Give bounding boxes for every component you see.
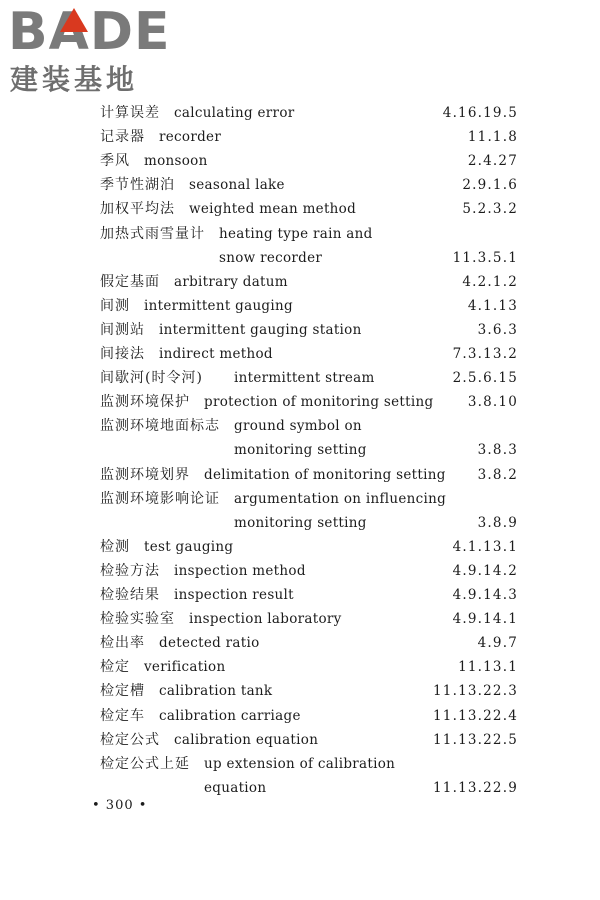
glossary-row — [0, 679, 600, 703]
section-ref: 3.8.3 — [477, 442, 518, 459]
section-ref: 3.8.10 — [467, 394, 518, 411]
term-english: ground symbol on — [234, 418, 362, 435]
term-english: delimitation of monitoring setting — [204, 466, 446, 483]
section-ref: 2.9.1.6 — [462, 177, 518, 194]
glossary-row — [0, 246, 600, 270]
term-chinese: 监测环境影响论证 — [100, 490, 220, 507]
section-ref: 5.2.3.2 — [462, 201, 518, 218]
term-chinese: 假定基面 — [100, 273, 160, 290]
section-ref: 11.13.1 — [458, 659, 518, 676]
term-chinese: 间接法 — [100, 346, 145, 362]
term-english: seasonal lake — [189, 177, 285, 194]
glossary-row — [0, 438, 600, 462]
term-english: inspection result — [174, 587, 294, 603]
glossary-row — [0, 149, 600, 173]
term-chinese: 间测 — [100, 297, 130, 314]
term-english: calibration equation — [174, 731, 319, 748]
glossary-row — [0, 631, 600, 655]
term-chinese: 检定公式 — [100, 731, 160, 748]
section-ref: 4.1.13 — [467, 297, 518, 314]
term-english: recorder — [159, 129, 222, 146]
term-chinese: 检出率 — [100, 635, 145, 652]
term-chinese: 检验结果 — [100, 587, 160, 603]
term-english: detected ratio — [159, 635, 260, 652]
term-chinese: 检定 — [100, 659, 130, 676]
glossary-row — [0, 535, 600, 559]
section-ref: 4.2.1.2 — [462, 273, 518, 290]
term-english: intermittent gauging — [144, 297, 293, 314]
glossary-row — [0, 463, 600, 487]
term-chinese: 检验方法 — [100, 562, 160, 579]
term-english: intermittent stream — [234, 370, 375, 387]
glossary-row — [0, 390, 600, 414]
term-chinese: 季风 — [100, 153, 130, 170]
glossary-row — [0, 366, 600, 390]
section-ref: 11.13.22.9 — [433, 779, 518, 796]
glossary-row — [0, 318, 600, 342]
term-english: test gauging — [144, 538, 234, 555]
term-chinese: 检验实验室 — [100, 611, 175, 628]
term-chinese: 监测环境地面标志 — [100, 418, 220, 435]
term-english: equation — [204, 779, 267, 796]
glossary-row — [0, 752, 600, 776]
glossary-row — [0, 270, 600, 294]
term-chinese: 间歇河(时令河) — [100, 370, 203, 387]
glossary-row — [0, 173, 600, 197]
glossary-row — [0, 655, 600, 679]
section-ref: 11.13.22.4 — [433, 707, 518, 724]
section-ref: 4.9.14.3 — [452, 587, 518, 603]
glossary-row — [0, 294, 600, 318]
term-english: protection of monitoring setting — [204, 394, 434, 411]
logo-chinese: 建装基地 — [10, 63, 139, 96]
term-english: monitoring setting — [234, 514, 367, 531]
glossary-row — [0, 222, 600, 246]
glossary-row — [0, 342, 600, 366]
term-english: calculating error — [174, 105, 295, 121]
section-ref: 4.16.19.5 — [442, 105, 518, 121]
term-english: monsoon — [144, 153, 208, 170]
term-english: calibration carriage — [159, 707, 301, 724]
section-ref: 11.1.8 — [467, 129, 518, 146]
term-chinese: 计算误差 — [100, 105, 160, 121]
term-english: intermittent gauging station — [159, 321, 362, 338]
glossary-row — [0, 197, 600, 221]
term-chinese: 检定车 — [100, 707, 145, 724]
term-english: inspection method — [174, 562, 306, 579]
term-english: arbitrary datum — [174, 273, 288, 290]
term-chinese: 间测站 — [100, 321, 145, 338]
term-english: calibration tank — [159, 683, 273, 700]
term-chinese: 监测环境划界 — [100, 466, 190, 483]
term-english: argumentation on influencing — [234, 490, 447, 507]
glossary-row — [0, 776, 600, 800]
term-english: weighted mean method — [189, 201, 357, 218]
term-chinese: 检定槽 — [100, 683, 145, 700]
section-ref: 2.5.6.15 — [452, 370, 518, 387]
section-ref: 7.3.13.2 — [452, 346, 518, 362]
section-ref: 11.13.22.5 — [433, 731, 518, 748]
section-ref: 4.9.14.2 — [452, 562, 518, 579]
glossary-row — [0, 607, 600, 631]
section-ref: 11.13.22.3 — [433, 683, 518, 700]
term-chinese: 加权平均法 — [100, 201, 175, 218]
term-chinese: 监测环境保护 — [100, 394, 190, 411]
term-english: indirect method — [159, 346, 273, 362]
term-english: heating type rain and — [219, 225, 373, 242]
glossary-row — [0, 704, 600, 728]
section-ref: 3.8.2 — [477, 466, 518, 483]
term-chinese: 加热式雨雪量计 — [100, 225, 205, 242]
term-english: monitoring setting — [234, 442, 367, 459]
section-ref: 2.4.27 — [467, 153, 518, 170]
glossary-row — [0, 511, 600, 535]
section-ref: 11.3.5.1 — [452, 249, 518, 266]
term-chinese: 记录器 — [100, 129, 145, 146]
glossary-row — [0, 125, 600, 149]
page-number: • 300 • — [92, 798, 148, 813]
section-ref: 3.6.3 — [477, 321, 518, 338]
term-english: up extension of calibration — [204, 755, 396, 772]
glossary-row — [0, 101, 600, 125]
glossary-row — [0, 559, 600, 583]
term-chinese: 检测 — [100, 538, 130, 555]
glossary-row — [0, 487, 600, 511]
section-ref: 4.1.13.1 — [452, 538, 518, 555]
term-chinese: 检定公式上延 — [100, 755, 190, 772]
glossary-row — [0, 728, 600, 752]
section-ref: 4.9.14.1 — [452, 611, 518, 628]
term-english: verification — [144, 659, 226, 676]
term-chinese: 季节性湖泊 — [100, 177, 175, 194]
section-ref: 3.8.9 — [477, 514, 518, 531]
term-english: snow recorder — [219, 249, 323, 266]
glossary-row — [0, 583, 600, 607]
section-ref: 4.9.7 — [477, 635, 518, 652]
glossary-row — [0, 414, 600, 438]
term-english: inspection laboratory — [189, 611, 342, 628]
logo-brand: BADE — [8, 2, 171, 62]
